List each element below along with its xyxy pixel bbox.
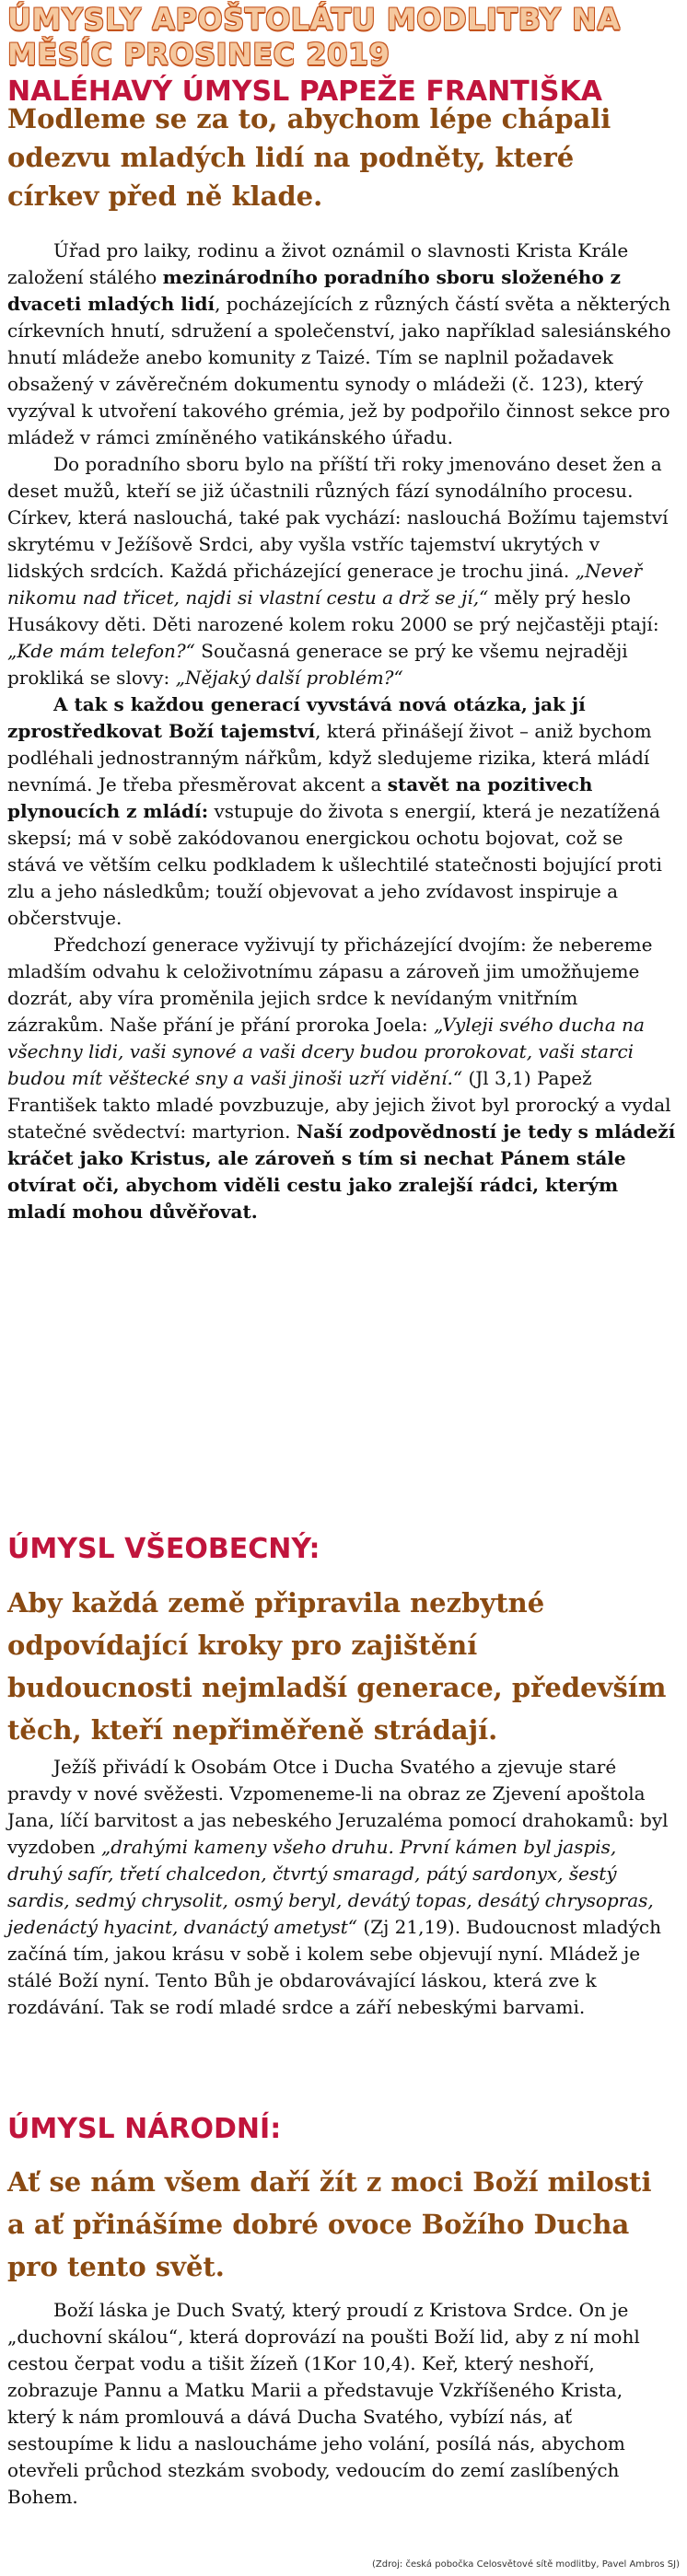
paragraph: Předchozí generace vyživují ty přicházející dvojím: že nebereme mladším odvahu k celoživotnímu zápasu a zároveň jim umožňujeme dozrát, aby víra proměnila jejich srdce k nevídaným vnitřním zázrakům. Naše přání je přání proroka Joela: „Vyleji svého ducha na všechny lidi, vaši synové a vaši dcery budou prorokovat, vaši starci budou mít věštecké sny a vaši jinoši uzří vidění.“ (Jl 3,1) Papež František takto mladé povzbuzuje, aby jejich život byl prorocký a vydal statečné svědectví: martyrion. Naší zodpovědností je tedy s mládeží kráčet jako Kristus, ale zároveň s tím si nechat Pánem stále otvírat oči, abychom viděli cestu jako zralejší rádci, kterým mladí mohou důvěřovat.	[7, 934, 676, 1223]
section-heading-general: ÚMYSL VŠEOBECNÝ:	[7, 1533, 320, 1565]
section-heading-urgent: NALÉHAVÝ ÚMYSL PAPEŽE FRANTIŠKA	[7, 75, 602, 108]
paragraph: Ježíš přivádí k Osobám Otce i Ducha Svatého a zjevuje staré pravdy v nové svěžesti. Vzpomeneme-li na obraz ze Zjevení apoštola Jana, líčí barvitost a jas nebeského Jeruzaléma pomocí drahokamů: byl vyzdoben „drahými kameny všeho druhu. První kámen byl jaspis, druhý safír, třetí chalcedon, čtvrtý smaragd, pátý sardonyx, šestý sardis, sedmý chrysolit, osmý beryl, devátý topas, desátý chrysopras, jedenáctý hyacint, dvanáctý ametyst“ (Zj 21,19). Budoucnost mladých začíná tím, jakou krásu v sobě i kolem sebe objevují nyní. Mládež je stálé Boží nyní. Tento Bůh je obdarovávající láskou, která zve k rozdávání. Tak se rodí mladé srdce a září nebeskými barvami.	[7, 1756, 669, 2018]
section-intention-general: Aby každá země připravila nezbytné odpovídající kroky pro zajištění budoucnosti nejmladší generace, především těch, kteří nepřiměřeně strádají.	[7, 1587, 667, 1746]
section-body-national	[7, 2297, 676, 2511]
section-intention-national: Ať se nám všem daří žít z moci Boží milosti a ať přinášíme dobré ovoce Božího Ducha pro tento svět.	[7, 2166, 652, 2282]
paragraph: Boží láska je Duch Svatý, který proudí z Kristova Srdce. On je „duchovní skálou“, která doprovází na poušti Boží lid, aby z ní mohl cestou čerpat vodu a tišit žízeň (1Kor 10,4). Keř, který neshoří, zobrazuje Pannu a Matku Marii a představuje Vzkříšeného Krista, který k nám promlouvá a dává Ducha Svatého, vybízí nás, ať sestoupíme k lidu a nasloucháme jeho volání, posílá nás, abychom otevřeli průchod stezkám svobody, vedoucím do zemí zaslíbených Bohem.	[7, 2299, 640, 2508]
source-note: (Zdroj: česká pobočka Celosvětové sítě modlitby, Pavel Ambros SJ)	[372, 2559, 680, 2570]
section-body-urgent	[7, 238, 676, 1225]
section-heading-national: ÚMYSL NÁRODNÍ:	[7, 2113, 282, 2145]
paragraph: Do poradního sboru bylo na příští tři roky jmenováno deset žen a deset mužů, kteří se již účastnili různých fází synodálního procesu. Církev, která naslouchá, také pak vychází: naslouchá Božímu tajemství skrytému v Ježíšově Srdci, aby vyšla vstříc tajemství ukrytých v lidských srdcích. Každá přicházející generace je trochu jiná. „Neveř nikomu nad třicet, najdi si vlastní cestu a drž se jí,“ měly prý heslo Husákovy děti. Děti narozené kolem roku 2000 se prý nejčastěji ptají: „Kde mám telefon?“ Současná generace se prý ke všemu nejraději prokliká se slovy: „Nějaký další problém?“	[7, 453, 669, 689]
paragraph: A tak s každou generací vyvstává nová otázka, jak jí zprostředkovat Boží tajemství, která přinášejí život – aniž bychom podléhali jednostranným nářkům, když sledujeme rizika, která mládí nevnímá. Je třeba přesměrovat akcent a stavět na pozitivech plynoucích z mládí: vstupuje do života s energií, která je nezatížená skepsí; má v sobě zakódovanou energickou ochotu bojovat, což se stává ve větším celku podkladem k ušlechtilé statečnosti bojující proti zlu a jeho následkům; touží objevovat a jeho zvídavost inspiruje a občerstvuje.	[7, 693, 662, 929]
page-title: ÚMYSLY APOŠTOLÁTU MODLITBY NA MĚSÍC PROSINEC 2019	[7, 2, 621, 72]
section-body-general	[7, 1754, 676, 2021]
paragraph: Úřad pro laiky, rodinu a život oznámil o slavnosti Krista Krále založení stálého mezinárodního poradního sboru složeného z dvaceti mladých lidí, pocházejících z různých částí světa a některých církevních hnutí, sdružení a společenství, jako například salesiánského hnutí mládeže anebo komunity z Taizé. Tím se naplnil požadavek obsažený v závěrečném dokumentu synody o mládeži (č. 123), který vyzýval k utvoření takového grémia, jež by podpořilo činnost sekce pro mládež v rámci zmíněného vatikánského úřadu.	[7, 239, 671, 448]
section-intention-urgent: Modleme se za to, abychom lépe chápali odezvu mladých lidí na podněty, které církev před ně klade.	[7, 103, 611, 212]
